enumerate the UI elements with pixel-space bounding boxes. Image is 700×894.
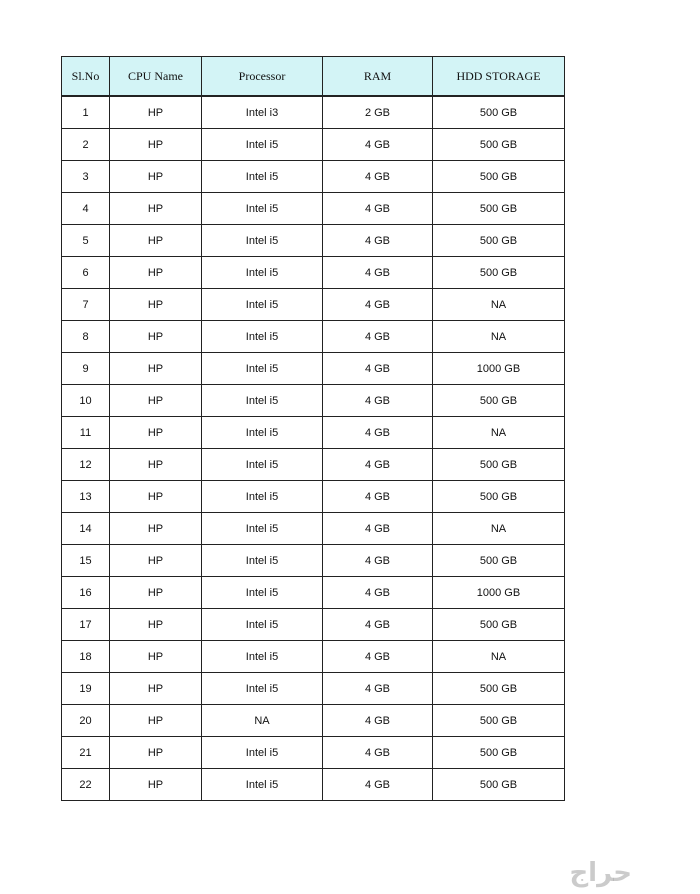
- hdd-storage-cell: 500 GB: [433, 705, 565, 737]
- computer-inventory-table: [61, 56, 565, 801]
- hdd-storage-cell: 500 GB: [433, 225, 565, 257]
- hdd-storage-cell: 500 GB: [433, 449, 565, 481]
- sl-no-cell: 19: [62, 673, 110, 705]
- hdd-storage-cell: 500 GB: [433, 96, 565, 129]
- table-row: [62, 161, 565, 193]
- hdd-storage-cell: NA: [433, 417, 565, 449]
- processor-cell: Intel i5: [202, 513, 323, 545]
- table-row: [62, 737, 565, 769]
- processor-cell: Intel i5: [202, 577, 323, 609]
- sl-no-cell: 3: [62, 161, 110, 193]
- hdd-storage-cell: 500 GB: [433, 609, 565, 641]
- cpu-name-cell: HP: [110, 641, 202, 673]
- ram-cell: 4 GB: [323, 225, 433, 257]
- hdd-storage-cell: 500 GB: [433, 673, 565, 705]
- table-row: [62, 449, 565, 481]
- ram-cell: 2 GB: [323, 96, 433, 129]
- table-row: [62, 193, 565, 225]
- ram-cell: 4 GB: [323, 161, 433, 193]
- table-header: [62, 57, 565, 97]
- cpu-name-cell: HP: [110, 161, 202, 193]
- table-row: [62, 417, 565, 449]
- table-row: [62, 673, 565, 705]
- sl-no-cell: 11: [62, 417, 110, 449]
- table-row: [62, 353, 565, 385]
- table-row: [62, 705, 565, 737]
- ram-cell: 4 GB: [323, 417, 433, 449]
- hdd-storage-cell: 500 GB: [433, 161, 565, 193]
- sl-no-cell: 10: [62, 385, 110, 417]
- processor-cell: Intel i5: [202, 385, 323, 417]
- cpu-name-cell: HP: [110, 545, 202, 577]
- table-body: [62, 96, 565, 801]
- sl-no-cell: 7: [62, 289, 110, 321]
- table-row: [62, 481, 565, 513]
- ram-header: RAM: [323, 57, 433, 97]
- cpu-name-cell: HP: [110, 96, 202, 129]
- cpu-name-cell: HP: [110, 673, 202, 705]
- table-row: [62, 129, 565, 161]
- sl-no-cell: 9: [62, 353, 110, 385]
- table-row: [62, 385, 565, 417]
- cpu-name-cell: HP: [110, 737, 202, 769]
- ram-cell: 4 GB: [323, 577, 433, 609]
- cpu-name-cell: HP: [110, 289, 202, 321]
- ram-cell: 4 GB: [323, 289, 433, 321]
- cpu-name-cell: HP: [110, 513, 202, 545]
- ram-cell: 4 GB: [323, 353, 433, 385]
- processor-cell: Intel i5: [202, 673, 323, 705]
- ram-cell: 4 GB: [323, 257, 433, 289]
- processor-cell: Intel i5: [202, 289, 323, 321]
- processor-cell: Intel i5: [202, 769, 323, 801]
- ram-cell: 4 GB: [323, 129, 433, 161]
- hdd-storage-header: HDD STORAGE: [433, 57, 565, 97]
- site-watermark: حراج: [569, 858, 632, 888]
- table-row: [62, 257, 565, 289]
- processor-cell: Intel i5: [202, 161, 323, 193]
- ram-cell: 4 GB: [323, 513, 433, 545]
- ram-cell: 4 GB: [323, 481, 433, 513]
- sl-no-cell: 13: [62, 481, 110, 513]
- sl-no-cell: 21: [62, 737, 110, 769]
- hdd-storage-cell: 500 GB: [433, 769, 565, 801]
- ram-cell: 4 GB: [323, 737, 433, 769]
- cpu-name-cell: HP: [110, 609, 202, 641]
- processor-cell: Intel i5: [202, 641, 323, 673]
- hdd-storage-cell: 500 GB: [433, 385, 565, 417]
- ram-cell: 4 GB: [323, 385, 433, 417]
- sl-no-cell: 15: [62, 545, 110, 577]
- sl-no-header: Sl.No: [62, 57, 110, 97]
- sl-no-cell: 2: [62, 129, 110, 161]
- hdd-storage-cell: 500 GB: [433, 545, 565, 577]
- hdd-storage-cell: 1000 GB: [433, 577, 565, 609]
- cpu-name-cell: HP: [110, 257, 202, 289]
- ram-cell: 4 GB: [323, 705, 433, 737]
- processor-cell: Intel i5: [202, 449, 323, 481]
- sl-no-cell: 6: [62, 257, 110, 289]
- processor-cell: Intel i5: [202, 545, 323, 577]
- table-row: [62, 289, 565, 321]
- sl-no-cell: 16: [62, 577, 110, 609]
- processor-cell: NA: [202, 705, 323, 737]
- sl-no-cell: 14: [62, 513, 110, 545]
- ram-cell: 4 GB: [323, 673, 433, 705]
- ram-cell: 4 GB: [323, 641, 433, 673]
- table-row: [62, 513, 565, 545]
- cpu-name-header: CPU Name: [110, 57, 202, 97]
- cpu-name-cell: HP: [110, 353, 202, 385]
- processor-header: Processor: [202, 57, 323, 97]
- table-row: [62, 225, 565, 257]
- table-row: [62, 641, 565, 673]
- hdd-storage-cell: 500 GB: [433, 481, 565, 513]
- sl-no-cell: 18: [62, 641, 110, 673]
- processor-cell: Intel i5: [202, 609, 323, 641]
- processor-cell: Intel i5: [202, 417, 323, 449]
- cpu-name-cell: HP: [110, 417, 202, 449]
- table-row: [62, 545, 565, 577]
- cpu-name-cell: HP: [110, 225, 202, 257]
- cpu-name-cell: HP: [110, 193, 202, 225]
- table-row: [62, 609, 565, 641]
- ram-cell: 4 GB: [323, 609, 433, 641]
- processor-cell: Intel i5: [202, 321, 323, 353]
- sl-no-cell: 5: [62, 225, 110, 257]
- sl-no-cell: 4: [62, 193, 110, 225]
- processor-cell: Intel i5: [202, 193, 323, 225]
- header-row: [62, 57, 565, 97]
- table-row: [62, 96, 565, 129]
- cpu-name-cell: HP: [110, 385, 202, 417]
- hdd-storage-cell: NA: [433, 513, 565, 545]
- sl-no-cell: 17: [62, 609, 110, 641]
- ram-cell: 4 GB: [323, 321, 433, 353]
- processor-cell: Intel i5: [202, 257, 323, 289]
- sl-no-cell: 22: [62, 769, 110, 801]
- ram-cell: 4 GB: [323, 449, 433, 481]
- table-row: [62, 769, 565, 801]
- cpu-name-cell: HP: [110, 449, 202, 481]
- hdd-storage-cell: NA: [433, 321, 565, 353]
- hdd-storage-cell: 1000 GB: [433, 353, 565, 385]
- hdd-storage-cell: NA: [433, 641, 565, 673]
- ram-cell: 4 GB: [323, 769, 433, 801]
- processor-cell: Intel i5: [202, 737, 323, 769]
- cpu-name-cell: HP: [110, 481, 202, 513]
- processor-cell: Intel i5: [202, 129, 323, 161]
- table-row: [62, 321, 565, 353]
- ram-cell: 4 GB: [323, 545, 433, 577]
- sl-no-cell: 1: [62, 96, 110, 129]
- hdd-storage-cell: 500 GB: [433, 737, 565, 769]
- hdd-storage-cell: NA: [433, 289, 565, 321]
- hdd-storage-cell: 500 GB: [433, 257, 565, 289]
- cpu-name-cell: HP: [110, 129, 202, 161]
- hdd-storage-cell: 500 GB: [433, 129, 565, 161]
- processor-cell: Intel i5: [202, 353, 323, 385]
- cpu-name-cell: HP: [110, 769, 202, 801]
- hdd-storage-cell: 500 GB: [433, 193, 565, 225]
- processor-cell: Intel i5: [202, 481, 323, 513]
- processor-cell: Intel i3: [202, 96, 323, 129]
- sl-no-cell: 8: [62, 321, 110, 353]
- cpu-name-cell: HP: [110, 577, 202, 609]
- cpu-name-cell: HP: [110, 705, 202, 737]
- cpu-name-cell: HP: [110, 321, 202, 353]
- ram-cell: 4 GB: [323, 193, 433, 225]
- sl-no-cell: 12: [62, 449, 110, 481]
- processor-cell: Intel i5: [202, 225, 323, 257]
- table-row: [62, 577, 565, 609]
- sl-no-cell: 20: [62, 705, 110, 737]
